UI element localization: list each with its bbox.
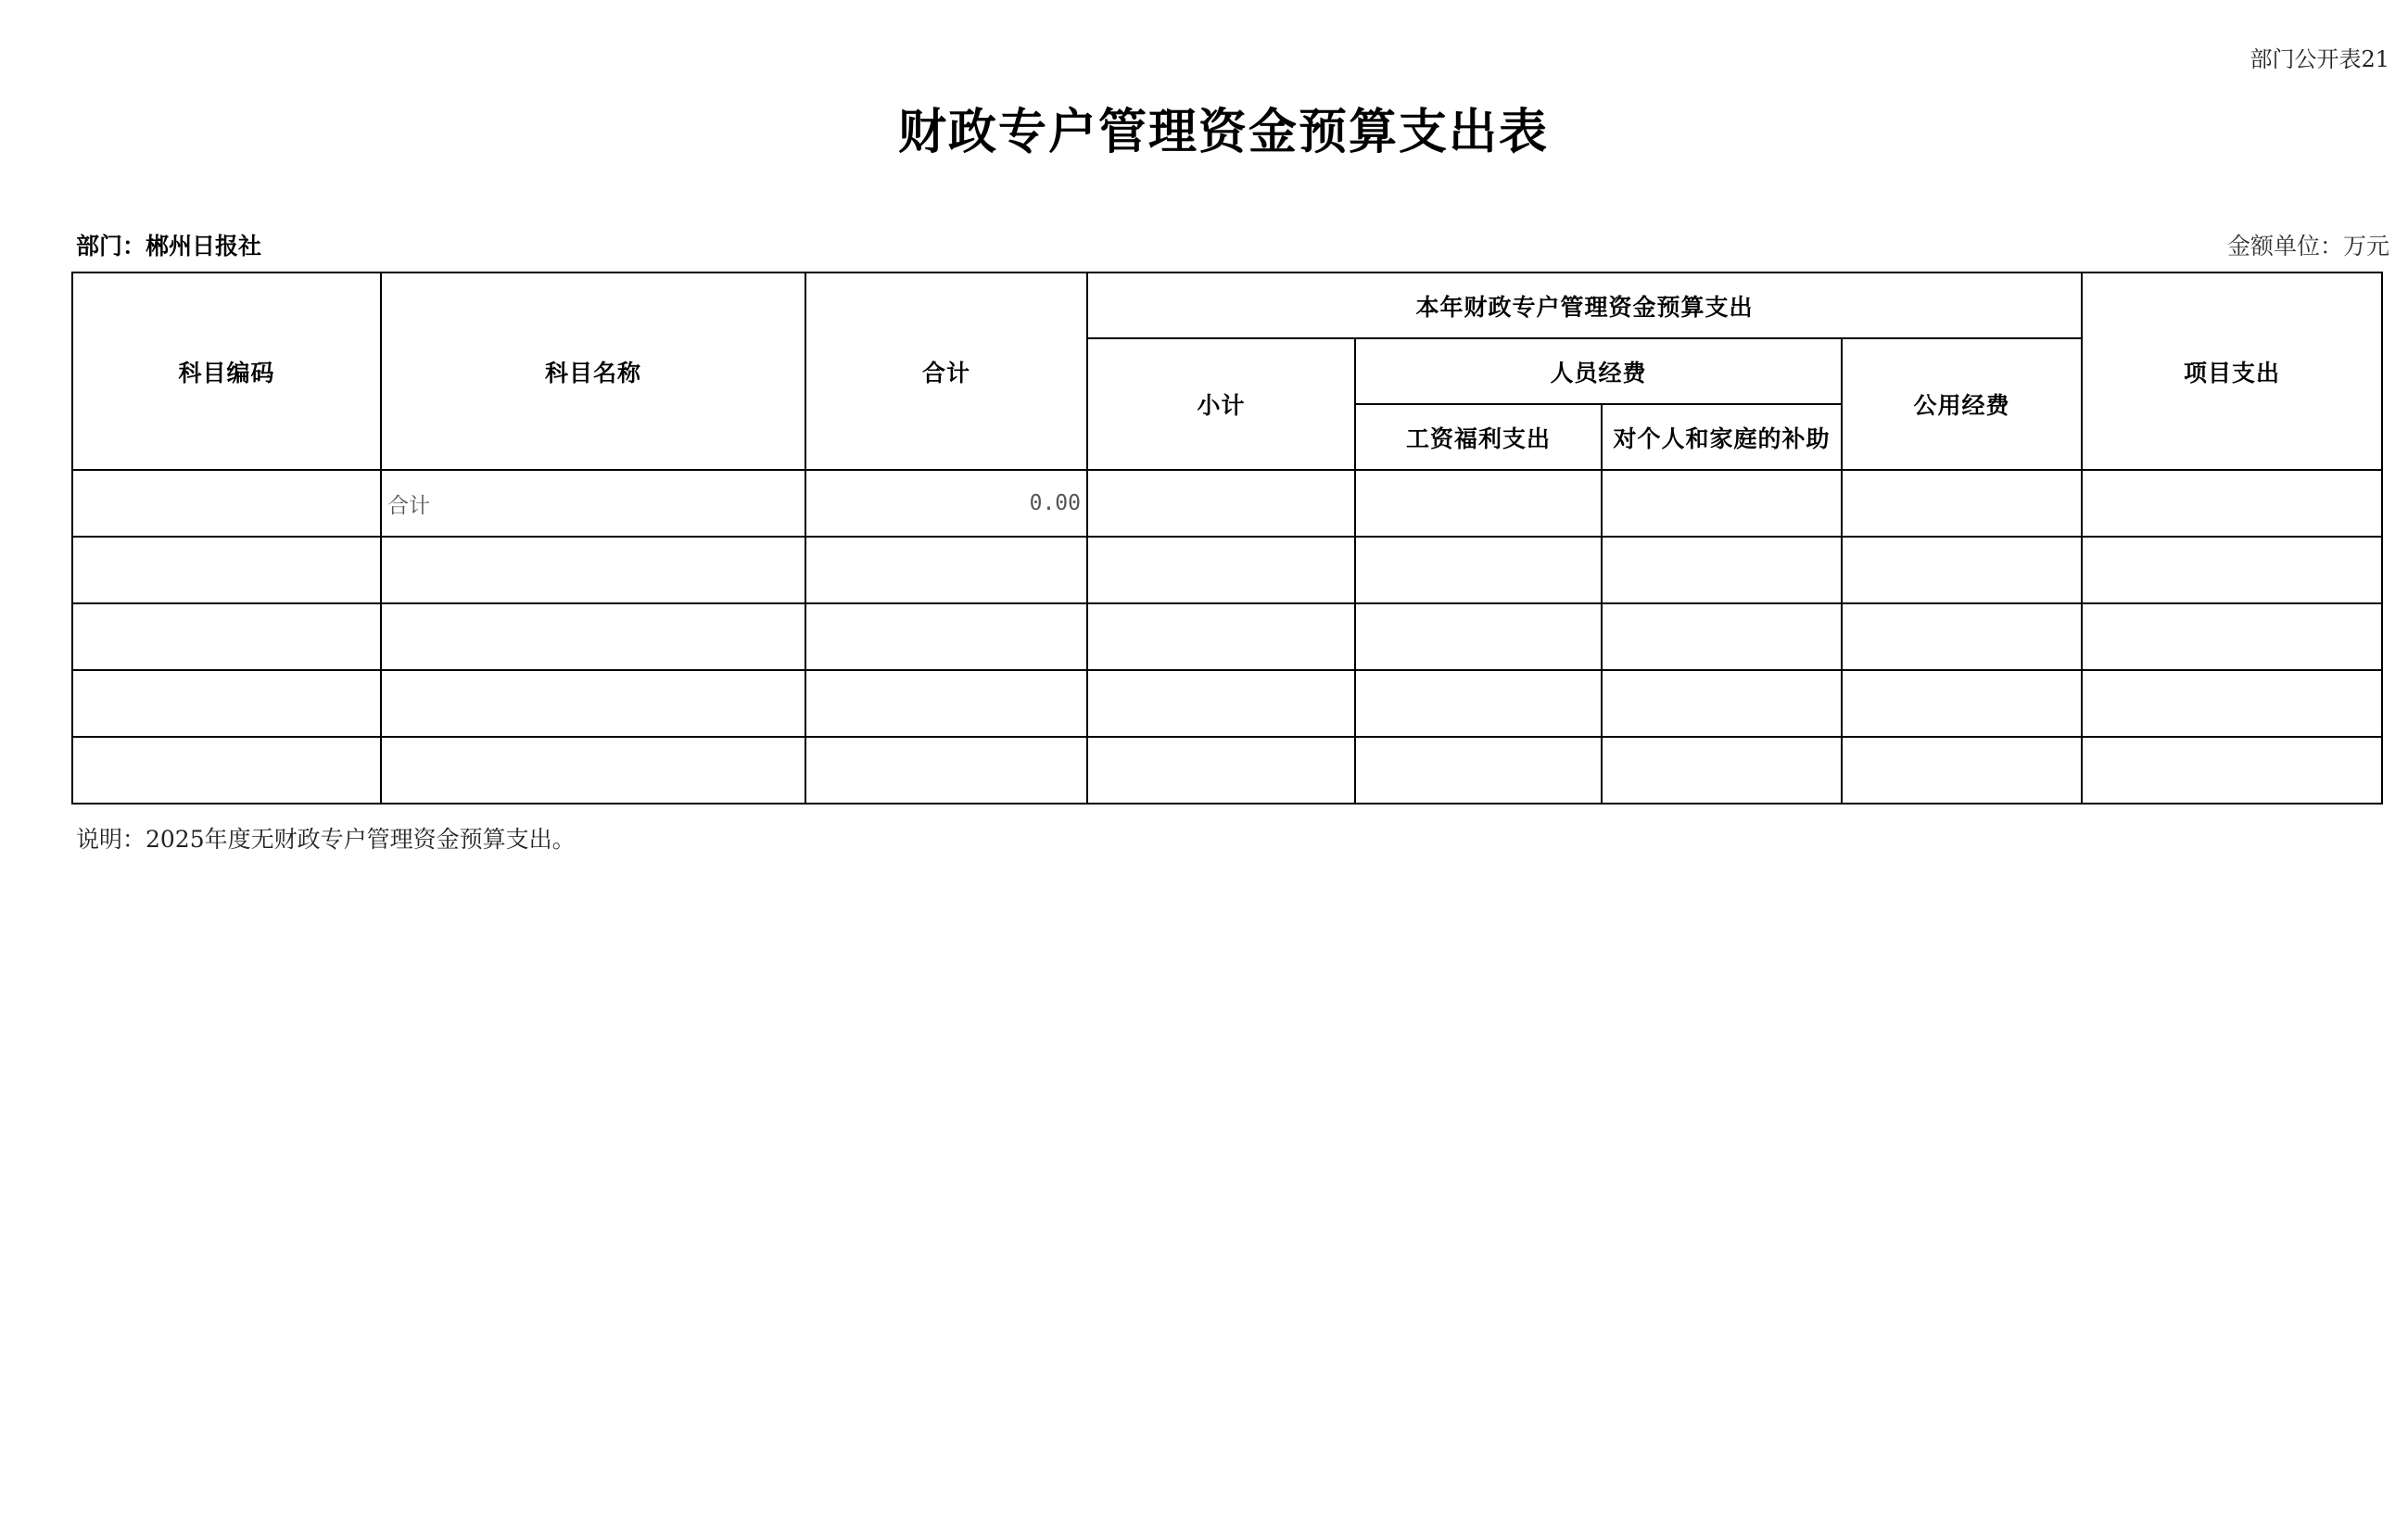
table-cell [1602, 737, 1842, 804]
table-cell [2082, 670, 2382, 737]
table-cell [1087, 737, 1355, 804]
table-cell [1602, 670, 1842, 737]
header-total: 合计 [805, 272, 1087, 470]
table-cell [1087, 537, 1355, 603]
table-cell: 0.00 [805, 470, 1087, 537]
header-wages-benefits: 工资福利支出 [1355, 404, 1602, 470]
table-cell [1602, 537, 1842, 603]
table-cell [1842, 603, 2082, 670]
table-cell [1087, 670, 1355, 737]
table-cell [1842, 670, 2082, 737]
header-project-expenditure: 项目支出 [2082, 272, 2382, 470]
table-row [72, 537, 2382, 603]
department-label: 部门：郴州日报社 [76, 233, 262, 260]
table-cell [805, 737, 1087, 804]
table-cell [72, 737, 381, 804]
table-cell [1355, 470, 1602, 537]
table-cell [381, 670, 805, 737]
table-cell [1355, 537, 1602, 603]
table-cell [1355, 670, 1602, 737]
table-cell [1842, 470, 2082, 537]
header-current-year-group: 本年财政专户管理资金预算支出 [1087, 272, 2082, 338]
page-title: 财政专户管理资金预算支出表 [897, 105, 1549, 160]
table-cell [805, 603, 1087, 670]
table-cell: 合计 [381, 470, 805, 537]
table-cell [2082, 537, 2382, 603]
budget-table [71, 272, 2383, 805]
header-personnel-group: 人员经费 [1355, 338, 1842, 404]
table-cell [1602, 603, 1842, 670]
header-subject-name: 科目名称 [381, 272, 805, 470]
amount-unit-label: 金额单位：万元 [2226, 233, 2389, 260]
table-cell [1842, 737, 2082, 804]
footnote: 说明：2025年度无财政专户管理资金预算支出。 [76, 826, 576, 853]
header-subtotal: 小计 [1087, 338, 1355, 470]
table-row [72, 603, 2382, 670]
table-cell [2082, 470, 2382, 537]
header-subject-code: 科目编码 [72, 272, 381, 470]
table-cell [1087, 603, 1355, 670]
table-cell [805, 670, 1087, 737]
table-cell [72, 470, 381, 537]
table-cell [1087, 470, 1355, 537]
table-cell [1602, 470, 1842, 537]
table-cell [1355, 603, 1602, 670]
table-cell [381, 737, 805, 804]
table-cell [72, 670, 381, 737]
header-individual-family-subsidy: 对个人和家庭的补助 [1602, 404, 1842, 470]
table-cell [805, 537, 1087, 603]
header-public-funds: 公用经费 [1842, 338, 2082, 470]
table-cell [381, 537, 805, 603]
table-cell [1355, 737, 1602, 804]
table-row [72, 737, 2382, 804]
table-cell [72, 537, 381, 603]
table-row [72, 470, 2382, 537]
form-number: 部门公开表21 [2250, 46, 2389, 72]
table-cell [2082, 737, 2382, 804]
table-cell [1842, 537, 2082, 603]
table-cell [2082, 603, 2382, 670]
table-cell [72, 603, 381, 670]
table-row [72, 670, 2382, 737]
table-cell [381, 603, 805, 670]
